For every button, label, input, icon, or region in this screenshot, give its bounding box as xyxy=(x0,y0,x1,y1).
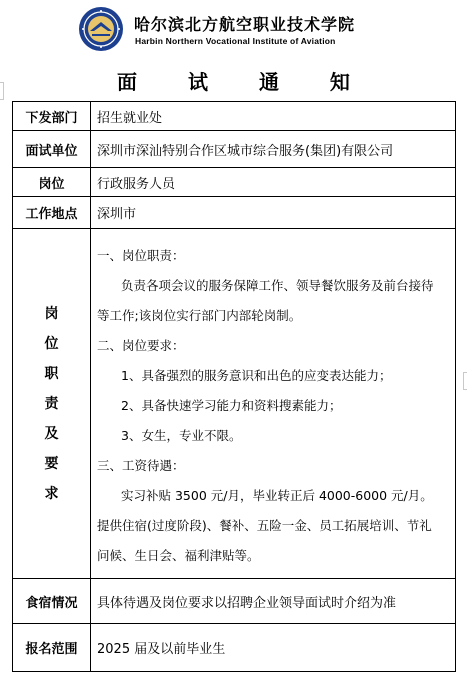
position-value: 行政服务人员 xyxy=(91,168,456,197)
location-value: 深圳市 xyxy=(91,197,456,229)
table-row xyxy=(13,168,456,197)
location-label: 工作地点 xyxy=(13,197,91,229)
page-edge-marker xyxy=(463,372,467,390)
department-label: 下发部门 xyxy=(13,102,91,131)
position-label: 岗位 xyxy=(13,168,91,197)
section-title: 三、工资待遇： xyxy=(97,458,185,473)
table-row xyxy=(13,131,456,168)
school-name-en: Harbin Northern Vocational Institute of Aviation xyxy=(135,36,336,46)
duties-label-char: 求 xyxy=(44,485,59,502)
requirement-item: 1、具备强烈的服务意识和出色的应变表达能力； xyxy=(121,368,392,383)
table-row xyxy=(13,624,456,672)
table-row xyxy=(13,197,456,229)
requirement-item: 3、女生，专业不限。 xyxy=(121,428,242,443)
duties-label-char: 岗 xyxy=(44,305,59,322)
benefits-text: 提供住宿(过度阶段)、餐补、五险一金、员工拓展培训、节礼 xyxy=(97,518,432,533)
letterhead xyxy=(0,0,467,62)
benefits-text: 问候、生日会、福利津贴等。 xyxy=(97,548,260,563)
duties-label-char: 位 xyxy=(44,335,59,352)
scope-value: 2025 届及以前毕业生 xyxy=(91,624,456,672)
table-row xyxy=(13,229,456,579)
section-title: 一、岗位职责： xyxy=(97,248,185,263)
duties-label-char: 责 xyxy=(44,395,59,412)
duties-label xyxy=(13,229,91,579)
duty-text: 等工作;该岗位实行部门内部轮岗制。 xyxy=(97,308,302,323)
table-row xyxy=(13,579,456,624)
duties-label-char: 要 xyxy=(44,455,59,472)
requirement-item: 2、具备快速学习能力和资料搜素能力； xyxy=(121,398,342,413)
lodging-label: 食宿情况 xyxy=(13,579,91,624)
duties-label-char: 及 xyxy=(44,425,59,442)
duties-content xyxy=(91,229,456,579)
company-value: 深圳市深汕特别合作区城市综合服务(集团)有限公司 xyxy=(91,131,456,168)
page-edge-marker xyxy=(0,82,4,100)
duties-label-char: 职 xyxy=(44,365,59,382)
scope-label: 报名范围 xyxy=(13,624,91,672)
department-value: 招生就业处 xyxy=(91,102,456,131)
company-label: 面试单位 xyxy=(13,131,91,168)
interview-notice-table xyxy=(12,101,456,672)
section-title: 二、岗位要求： xyxy=(97,338,185,353)
table-row xyxy=(13,102,456,131)
document-title: 面 试 通 知 xyxy=(117,70,372,94)
lodging-value: 具体待遇及岗位要求以招聘企业领导面试时介绍为准 xyxy=(91,579,456,624)
school-emblem-icon xyxy=(78,6,124,52)
school-name-cn: 哈尔滨北方航空职业技术学院 xyxy=(134,15,356,34)
duty-text: 负责各项会议的服务保障工作、领导餐饮服务及前台接待 xyxy=(121,278,434,293)
salary-text: 实习补贴 3500 元/月，毕业转正后 4000-6000 元/月。 xyxy=(121,488,433,503)
